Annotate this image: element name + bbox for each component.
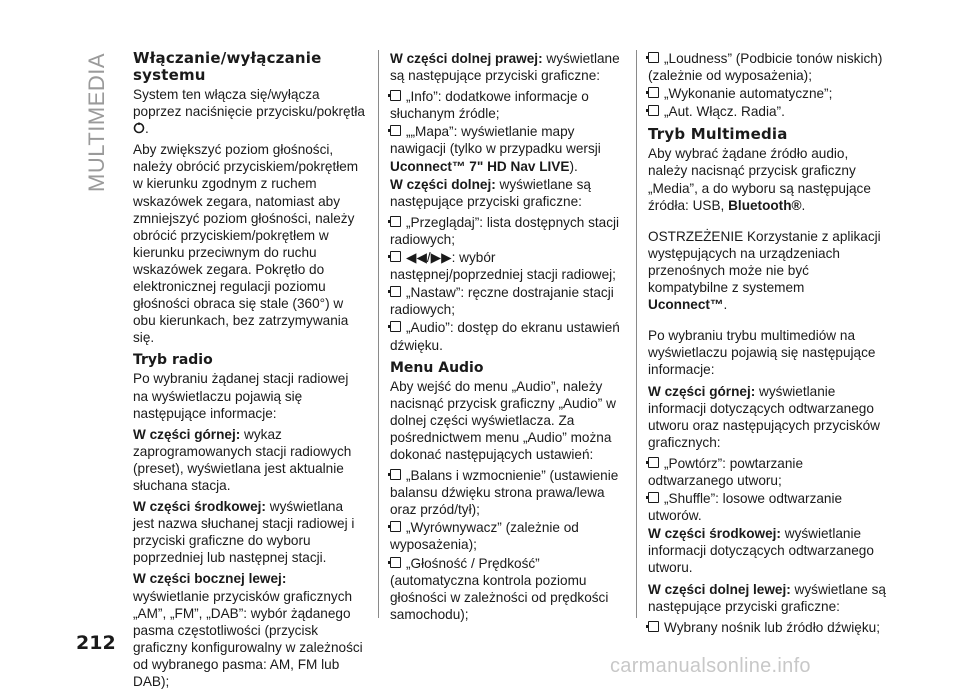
column-3 — [648, 50, 886, 637]
heading-audio-menu: Menu Audio — [390, 359, 484, 376]
paragraph: W części górnej: wyświetlanie informacji dotyczących odtwarzanego utworu oraz następujących przycisków graficznych: — [648, 383, 880, 450]
heading-power: Włączanie/wyłączanie systemu — [133, 49, 322, 84]
paragraph: Po wybraniu trybu multimediów na wyświetlaczu pojawią się następujące informacje: — [648, 328, 876, 378]
bullet-icon — [648, 492, 659, 503]
list-item: „Audio”: dostęp do ekranu ustawień dźwięku. — [390, 320, 620, 353]
bullet-icon — [390, 286, 401, 297]
paragraph: W części dolnej prawej: wyświetlane są następujące przyciski graficzne: — [390, 51, 620, 84]
paragraph: W części dolnej: wyświetlane są następujące przyciski graficzne: — [390, 176, 591, 209]
watermark: carmanualsonline.info — [610, 655, 811, 677]
list-item: „Info”: dodatkowe informacje o słuchanym źródle; — [390, 89, 589, 122]
bullet-icon — [390, 521, 401, 532]
list-item: ◀◀/▶▶: wybór następnej/poprzedniej stacji radiowej; — [390, 250, 616, 283]
column-divider-2 — [636, 50, 637, 618]
paragraph: W części górnej: wykaz zaprogramowanych stacji radiowych (preset), wyświetlana jest aktualnie słuchana stacja. — [133, 426, 352, 493]
page-number: 212 — [76, 632, 116, 654]
list-item: „Głośność / Prędkość” (automatyczna kontrola poziomu głośności w zależności od prędkości samochodu); — [390, 555, 609, 622]
bullet-icon — [390, 469, 401, 480]
paragraph: Po wybraniu żądanej stacji radiowej na wyświetlaczu pojawią się następujące informacje: — [133, 371, 349, 421]
list-item: „Shuffle”: losowe odtwarzanie utworów. — [648, 491, 843, 524]
paragraph: W części bocznej lewej: wyświetlanie przycisków graficznych „AM”, „FM”, „DAB”: wybór żądanego pasma częstotliwości (przycisk graficzny konfigurowalny w zależności od wybranego pasma: AM, FM lub DAB); — [133, 571, 363, 689]
bullet-icon — [648, 52, 659, 63]
bullet-icon — [390, 321, 401, 332]
paragraph: System ten włącza się/wyłącza poprzez naciśnięcie przycisku/pokrętła . — [133, 87, 365, 137]
paragraph: W części dolnej lewej: wyświetlane są następujące przyciski graficzne: — [648, 581, 886, 614]
bullet-icon — [648, 621, 659, 632]
bullet-icon — [390, 216, 401, 227]
paragraph: W części środkowej: wyświetlanie informacji dotyczących odtwarzanego utworu. — [648, 526, 874, 576]
warning-paragraph: OSTRZEŻENIE Korzystanie z aplikacji występujących na urządzeniach przenośnych może nie być kompatybilne z systemem Uconnect™. — [648, 228, 881, 313]
bullet-icon — [390, 251, 401, 262]
list-item: „Wykonanie automatyczne”; — [648, 85, 886, 102]
list-item: „Aut. Włącz. Radia”. — [648, 103, 886, 120]
list-item: „Powtórz”: powtarzanie odtwarzanego utworu; — [648, 455, 804, 488]
bullet-icon — [390, 125, 401, 136]
paragraph: W części środkowej: wyświetlana jest nazwa słuchanej stacji radiowej i przyciski graficzne do wyboru poprzedniej lub następnej stacji. — [133, 499, 355, 566]
paragraph: Aby wejść do menu „Audio”, należy nacisnąć przycisk graficzny „Audio” w dolnej części wyświetlacza. Za pośrednictwem menu „Audio” można dokonać następujących ustawień: — [390, 378, 616, 462]
list-item: „Balans i wzmocnienie” (ustawienie balansu dźwięku strona prawa/lewa oraz przód/tył); — [390, 468, 619, 518]
list-item: „Loudness” (Podbicie tonów niskich) (zależnie od wyposażenia); — [648, 51, 883, 84]
list-item: „„Mapa”: wyświetlanie mapy nawigacji (tylko w przypadku wersji Uconnect™ 7" HD Nav LIVE). — [390, 124, 601, 174]
list-item: „Nastaw”: ręczne dostrajanie stacji radiowych; — [390, 285, 614, 318]
list-item: Wybrany nośnik lub źródło dźwięku; — [648, 619, 886, 636]
heading-radio: Tryb radio — [133, 352, 213, 369]
bullet-icon — [390, 557, 401, 568]
paragraph: Aby wybrać żądane źródło audio, należy nacisnąć przycisk graficzny „Media”, a do wyboru są następujące źródła: USB, Bluetooth®. — [648, 146, 871, 213]
bullet-icon — [648, 87, 659, 98]
bullet-icon — [648, 105, 659, 116]
list-item: „Wyrównywacz” (zależnie od wyposażenia); — [390, 520, 579, 553]
column-divider-1 — [378, 50, 379, 618]
heading-multimedia: Tryb Multimedia — [648, 125, 788, 144]
bullet-icon — [648, 457, 659, 468]
column-2 — [390, 50, 625, 624]
paragraph: Aby zwiększyć poziom głośności, należy obrócić przyciskiem/pokrętłem w kierunku zgodnym z ruchem wskazówek zegara, natomiast aby zmniejszyć poziom głośności, należy obrócić przyciskiem/pokrętłem w kierunku przeciwnym do ruchu wskazówek zegara. Pokrętło do elektronicznej regulacji poziomu głośności obraca się stale (360°) w obu kierunkach, bez zatrzymywania się. — [133, 142, 359, 346]
bullet-icon — [390, 90, 401, 101]
section-side-label: MULTIMEDIA — [84, 52, 109, 192]
list-item: „Przeglądaj”: lista dostępnych stacji radiowych; — [390, 214, 620, 247]
knob-icon — [133, 122, 145, 134]
column-1 — [133, 50, 365, 694]
